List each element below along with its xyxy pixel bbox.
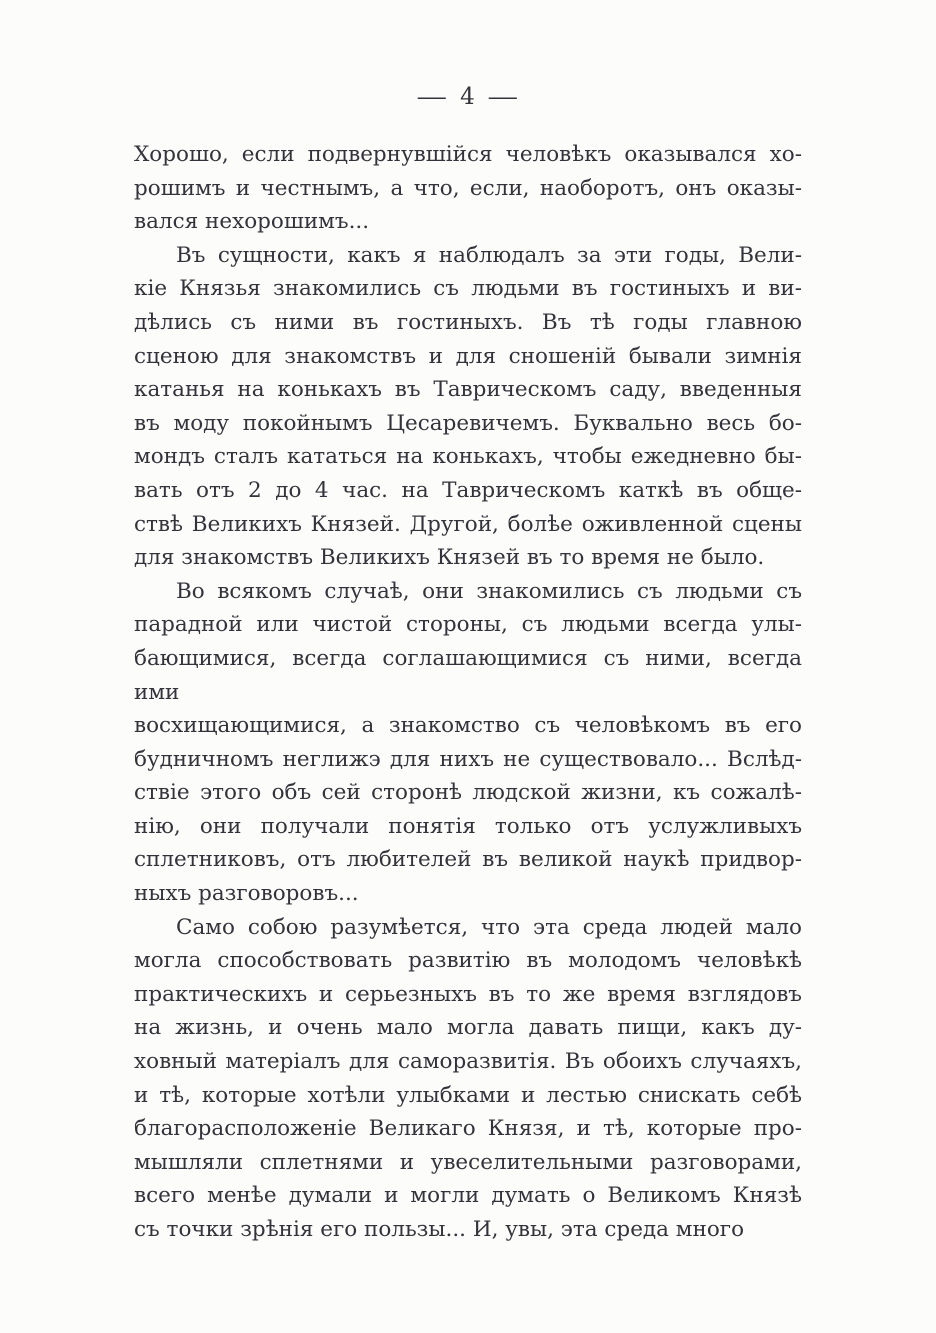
text-line: Въ сущности, какъ я наблюдалъ за эти годы, Вели- xyxy=(176,242,802,268)
paragraph xyxy=(134,138,802,239)
text-line: дѣлись съ ними въ гостиныхъ. Въ тѣ годы главною xyxy=(134,309,802,335)
text-line: сценою для знакомствъ и для сношеній бывали зимнія xyxy=(134,343,802,369)
text-line: сплетниковъ, отъ любителей въ великой наукѣ придвор- xyxy=(134,847,802,873)
text-line: ствѣ Великихъ Князей. Другой, болѣе оживленной сцены xyxy=(134,511,802,537)
text-line: для знакомствъ Великихъ Князей въ то время не было. xyxy=(134,545,765,571)
text-line: практическихъ и серьезныхъ въ то же время взглядовъ xyxy=(134,981,802,1007)
text-line: мондъ сталъ кататься на конькахъ, чтобы ежедневно бы- xyxy=(134,444,802,470)
text-line: катанья на конькахъ въ Таврическомъ саду, введенныя xyxy=(134,377,802,403)
text-line: ховный матеріалъ для саморазвитія. Въ обоихъ случаяхъ, xyxy=(134,1049,802,1075)
paragraph xyxy=(134,575,802,911)
text-line: всего менѣе думали и могли думать о Великомъ Князѣ xyxy=(134,1183,802,1209)
text-line: благорасположеніе Великаго Князя, и тѣ, которые про- xyxy=(134,1116,802,1142)
page-number: 4 xyxy=(460,84,476,110)
header-dash-right: — xyxy=(487,85,520,110)
text-line: ствіе этого объ сей сторонѣ людской жизни, къ сожалѣ- xyxy=(134,780,802,806)
text-line: ныхъ разговоровъ... xyxy=(134,881,359,907)
header-dash-left: — xyxy=(416,85,449,110)
text-line: мышляли сплетнями и увеселительными разговорами, xyxy=(134,1149,802,1175)
text-line: вать отъ 2 до 4 час. на Таврическомъ каткѣ въ обще- xyxy=(134,477,802,503)
text-line: вался нехорошимъ... xyxy=(134,209,370,235)
text-line: будничномъ неглижэ для нихъ не существовало... Вслѣд- xyxy=(134,746,802,772)
text-line: бающимися, всегда соглашающимися съ ними, всегда ими xyxy=(134,645,802,705)
text-line: нію, они получали понятія только отъ услужливыхъ xyxy=(134,813,802,839)
text-line: могла способствовать развитію въ молодомъ человѣкѣ xyxy=(134,948,802,974)
text-line: Во всякомъ случаѣ, они знакомились съ людьми съ xyxy=(176,578,802,604)
text-line: Хорошо, если подвернувшійся человѣкъ оказывался хо- xyxy=(134,142,802,167)
text-line: парадной или чистой стороны, съ людьми всегда улы- xyxy=(134,612,802,638)
text-line: кіе Князья знакомились съ людьми въ гостиныхъ и ви- xyxy=(134,276,802,302)
text-line: и тѣ, которые хотѣли улыбками и лестью снискать себѣ xyxy=(134,1082,802,1108)
text-line: восхищающимися, а знакомство съ человѣкомъ въ его xyxy=(134,713,802,739)
page-number-header xyxy=(0,84,936,110)
text-line: въ моду покойнымъ Цесаревичемъ. Буквально весь бо- xyxy=(134,410,802,436)
text-line: съ точки зрѣнія его пользы... И, увы, эта среда много xyxy=(134,1217,745,1242)
text-line: на жизнь, и очень мало могла давать пищи, какъ ду- xyxy=(134,1015,802,1041)
text-block xyxy=(134,138,802,1247)
text-line: Само собою разумѣется, что эта среда людей мало xyxy=(176,914,802,940)
paragraph xyxy=(134,239,802,575)
text-line: рошимъ и честнымъ, а что, если, наоборотъ, онъ оказы- xyxy=(134,175,802,201)
paragraph xyxy=(134,911,802,1247)
